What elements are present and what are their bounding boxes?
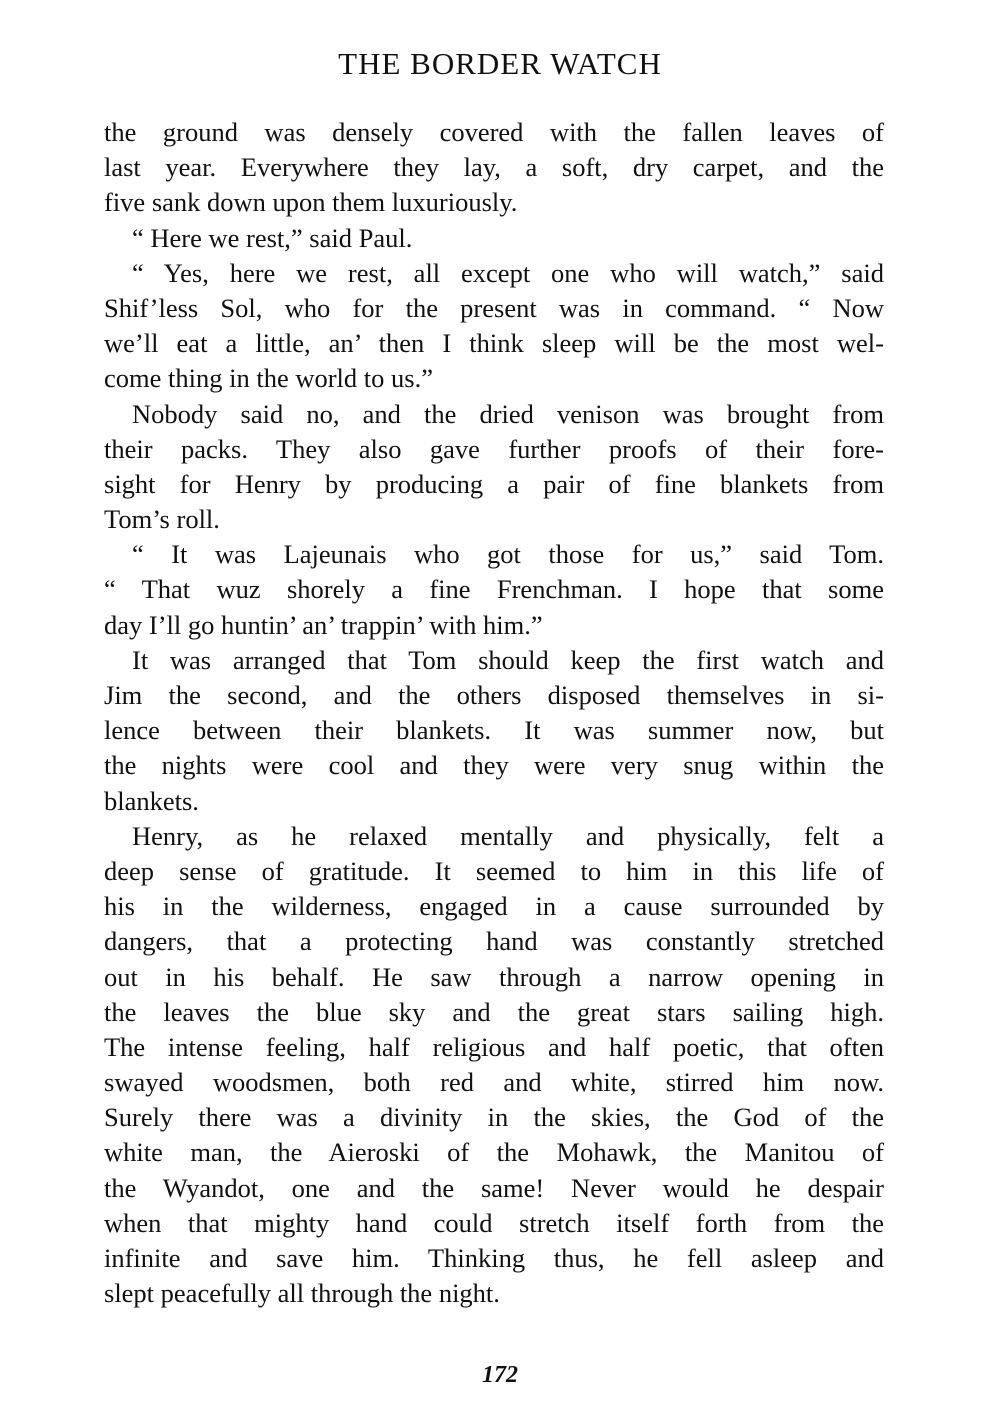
text-line: “ It was Lajeunais who got those for us,” said Tom.	[132, 539, 884, 570]
text-line: slept peacefully all through the night.	[104, 1278, 500, 1309]
text-line: day I’ll go huntin’ an’ trappin’ with him.”	[104, 609, 543, 640]
text-line: sight for Henry by producing a pair of fine blankets from	[104, 468, 884, 499]
text-line: infinite and save him. Thinking thus, he fell asleep and	[104, 1243, 884, 1273]
text-line: five sank down upon them luxuriously.	[104, 187, 518, 218]
page-number: 172	[482, 1362, 518, 1388]
text-line: out in his behalf. He saw through a narrow opening in	[104, 961, 884, 992]
text-line: his in the wilderness, engaged in a cause surrounded by	[104, 891, 884, 922]
text-line: Nobody said no, and the dried venison was brought from	[132, 398, 884, 429]
text-line: the nights were cool and they were very snug within the	[104, 750, 884, 781]
text-line: “ That wuz shorely a fine Frenchman. I hope that some	[104, 574, 884, 605]
text-line: The intense feeling, half religious and half poetic, that often	[104, 1031, 884, 1062]
text-line: Tom’s roll.	[104, 504, 220, 535]
text-line: last year. Everywhere they lay, a soft, dry carpet, and the	[104, 152, 884, 183]
text-line: come thing in the world to us.”	[104, 363, 433, 394]
text-line: blankets.	[104, 785, 199, 816]
text-line: the leaves the blue sky and the great stars sailing high.	[104, 996, 884, 1027]
text-line: “ Here we rest,” said Paul.	[132, 222, 413, 253]
text-line: It was arranged that Tom should keep the first watch and	[132, 644, 884, 675]
text-line: “ Yes, here we rest, all except one who will watch,” said	[132, 257, 884, 288]
text-line: the ground was densely covered with the fallen leaves of	[104, 117, 884, 147]
text-line: the Wyandot, one and the same! Never would he despair	[104, 1172, 884, 1203]
text-line: Henry, as he relaxed mentally and physically, felt a	[132, 820, 884, 851]
body-text	[104, 115, 884, 1311]
text-line: swayed woodsmen, both red and white, stirred him now.	[104, 1067, 884, 1098]
text-line: Shif’less Sol, who for the present was in command. “ Now	[104, 292, 884, 323]
text-line: we’ll eat a little, an’ then I think sleep will be the most wel-	[104, 328, 884, 359]
text-line: their packs. They also gave further proofs of their fore-	[104, 433, 884, 464]
text-line: dangers, that a protecting hand was constantly stretched	[104, 926, 884, 957]
text-line: white man, the Aieroski of the Mohawk, the Manitou of	[104, 1137, 884, 1168]
text-line: Jim the second, and the others disposed themselves in si-	[104, 680, 884, 710]
text-line: lence between their blankets. It was summer now, but	[104, 715, 884, 746]
running-head: THE BORDER WATCH	[338, 46, 662, 81]
text-line: when that mighty hand could stretch itself forth from the	[104, 1207, 884, 1238]
text-line: Surely there was a divinity in the skies, the God of the	[104, 1102, 884, 1133]
text-line: deep sense of gratitude. It seemed to him in this life of	[104, 855, 884, 886]
